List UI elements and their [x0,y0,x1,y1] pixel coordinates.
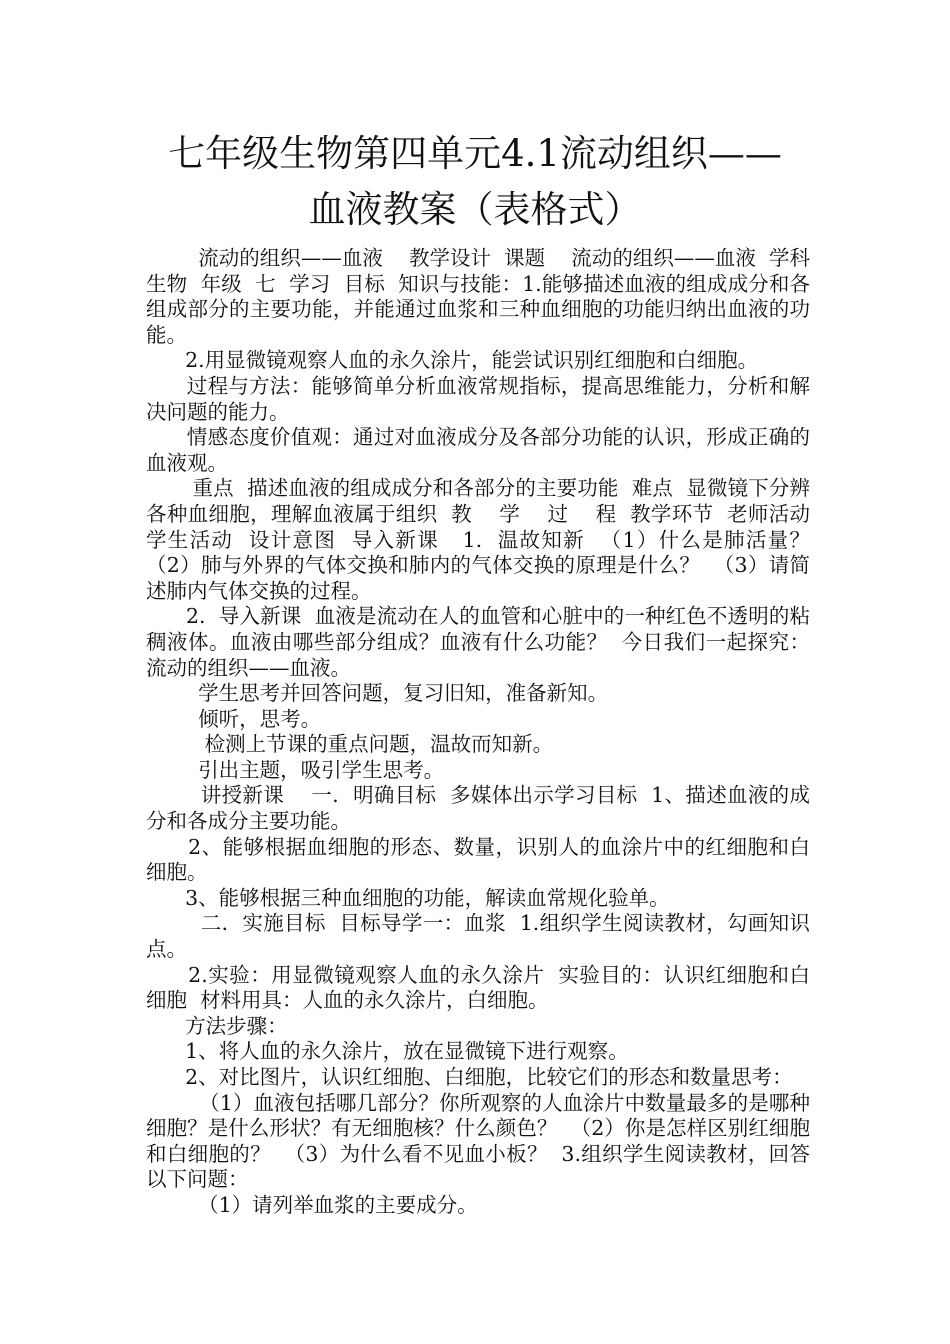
paragraph: 二．实施目标 目标导学一：血浆 1.组织学生阅读教材，勾画知识点。 [146,911,810,962]
paragraph: 引出主题，吸引学生思考。 [146,757,445,782]
paragraph: （1）血液包括哪几部分？你所观察的人血涂片中数量最多的是哪种细胞？是什么形状？有无细胞核？什么颜色？ （2）你是怎样区别红细胞和白细胞的？ （3）为什么看不见血小板？ 3.组织学生阅读教材，回答以下问题： [146,1090,810,1192]
paragraph: 方法步骤： [146,1013,288,1038]
paragraph: （1）请列举血浆的主要成分。 [146,1192,478,1217]
paragraph: 讲授新课 一．明确目标 多媒体出示学习目标 1、描述血液的成分和各成分主要功能。 [146,783,810,834]
paragraph: 2、对比图片，认识红细胞、白细胞，比较它们的形态和数量思考： [146,1065,793,1089]
paragraph: 流动的组织——血液 教学设计 课题 流动的组织——血液 学科 生物 年级 七 学习 目标 知识与技能：1.能够描述血液的组成成分和各组成部分的主要功能，并能通过血浆和三种血细胞的功能归纳出血液的功能。 [146,246,824,347]
paragraph: 倾听，思考。 [146,706,322,731]
paragraph: 过程与方法：能够简单分析血液常规指标，提高思维能力，分析和解决问题的能力。 [146,373,810,424]
paragraph: 2.用显微镜观察人血的永久涂片，能尝试识别红细胞和白细胞。 [146,348,759,373]
document-title: 七年级生物第四单元4.1流动组织——血液教案（表格式） [168,132,782,231]
document-body [146,246,824,1219]
paragraph: 1、将人血的永久涂片，放在显微镜下进行观察。 [146,1039,629,1064]
paragraph: 检测上节课的重点问题，温故而知新。 [146,732,554,757]
paragraph: 学生思考并回答问题，复习旧知，准备新知。 [146,681,609,706]
paragraph: 2.实验：用显微镜观察人血的永久涂片 实验目的：认识红细胞和白细胞 材料用具：人血的永久涂片，白细胞。 [146,962,810,1013]
paragraph: 3、能够根据三种血细胞的功能，解读血常规化验单。 [146,885,670,910]
paragraph: 情感态度价值观：通过对血液成分及各部分功能的认识，形成正确的血液观。 [146,425,810,475]
paragraph: 重点 描述血液的组成成分和各部分的主要功能 难点 显微镜下分辨各种血细胞，理解血液属于组织 教 学 过 程 教学环节 老师活动 学生活动 设计意图 导入新课 1. 温故知新 （1）什么是肺活量？ （2）肺与外界的气体交换和肺内的气体交换的原理是什么？ （3）请简述肺内气体交换的过程。 [146,476,824,603]
paragraph: 2. 导入新课 血液是流动在人的血管和心脏中的一种红色不透明的粘稠液体。血液由哪些部分组成？血液有什么功能？ 今日我们一起探究：流动的组织——血液。 [146,604,810,680]
paragraph: 2、能够根据血细胞的形态、数量，识别人的血涂片中的红细胞和白细胞。 [146,834,810,885]
